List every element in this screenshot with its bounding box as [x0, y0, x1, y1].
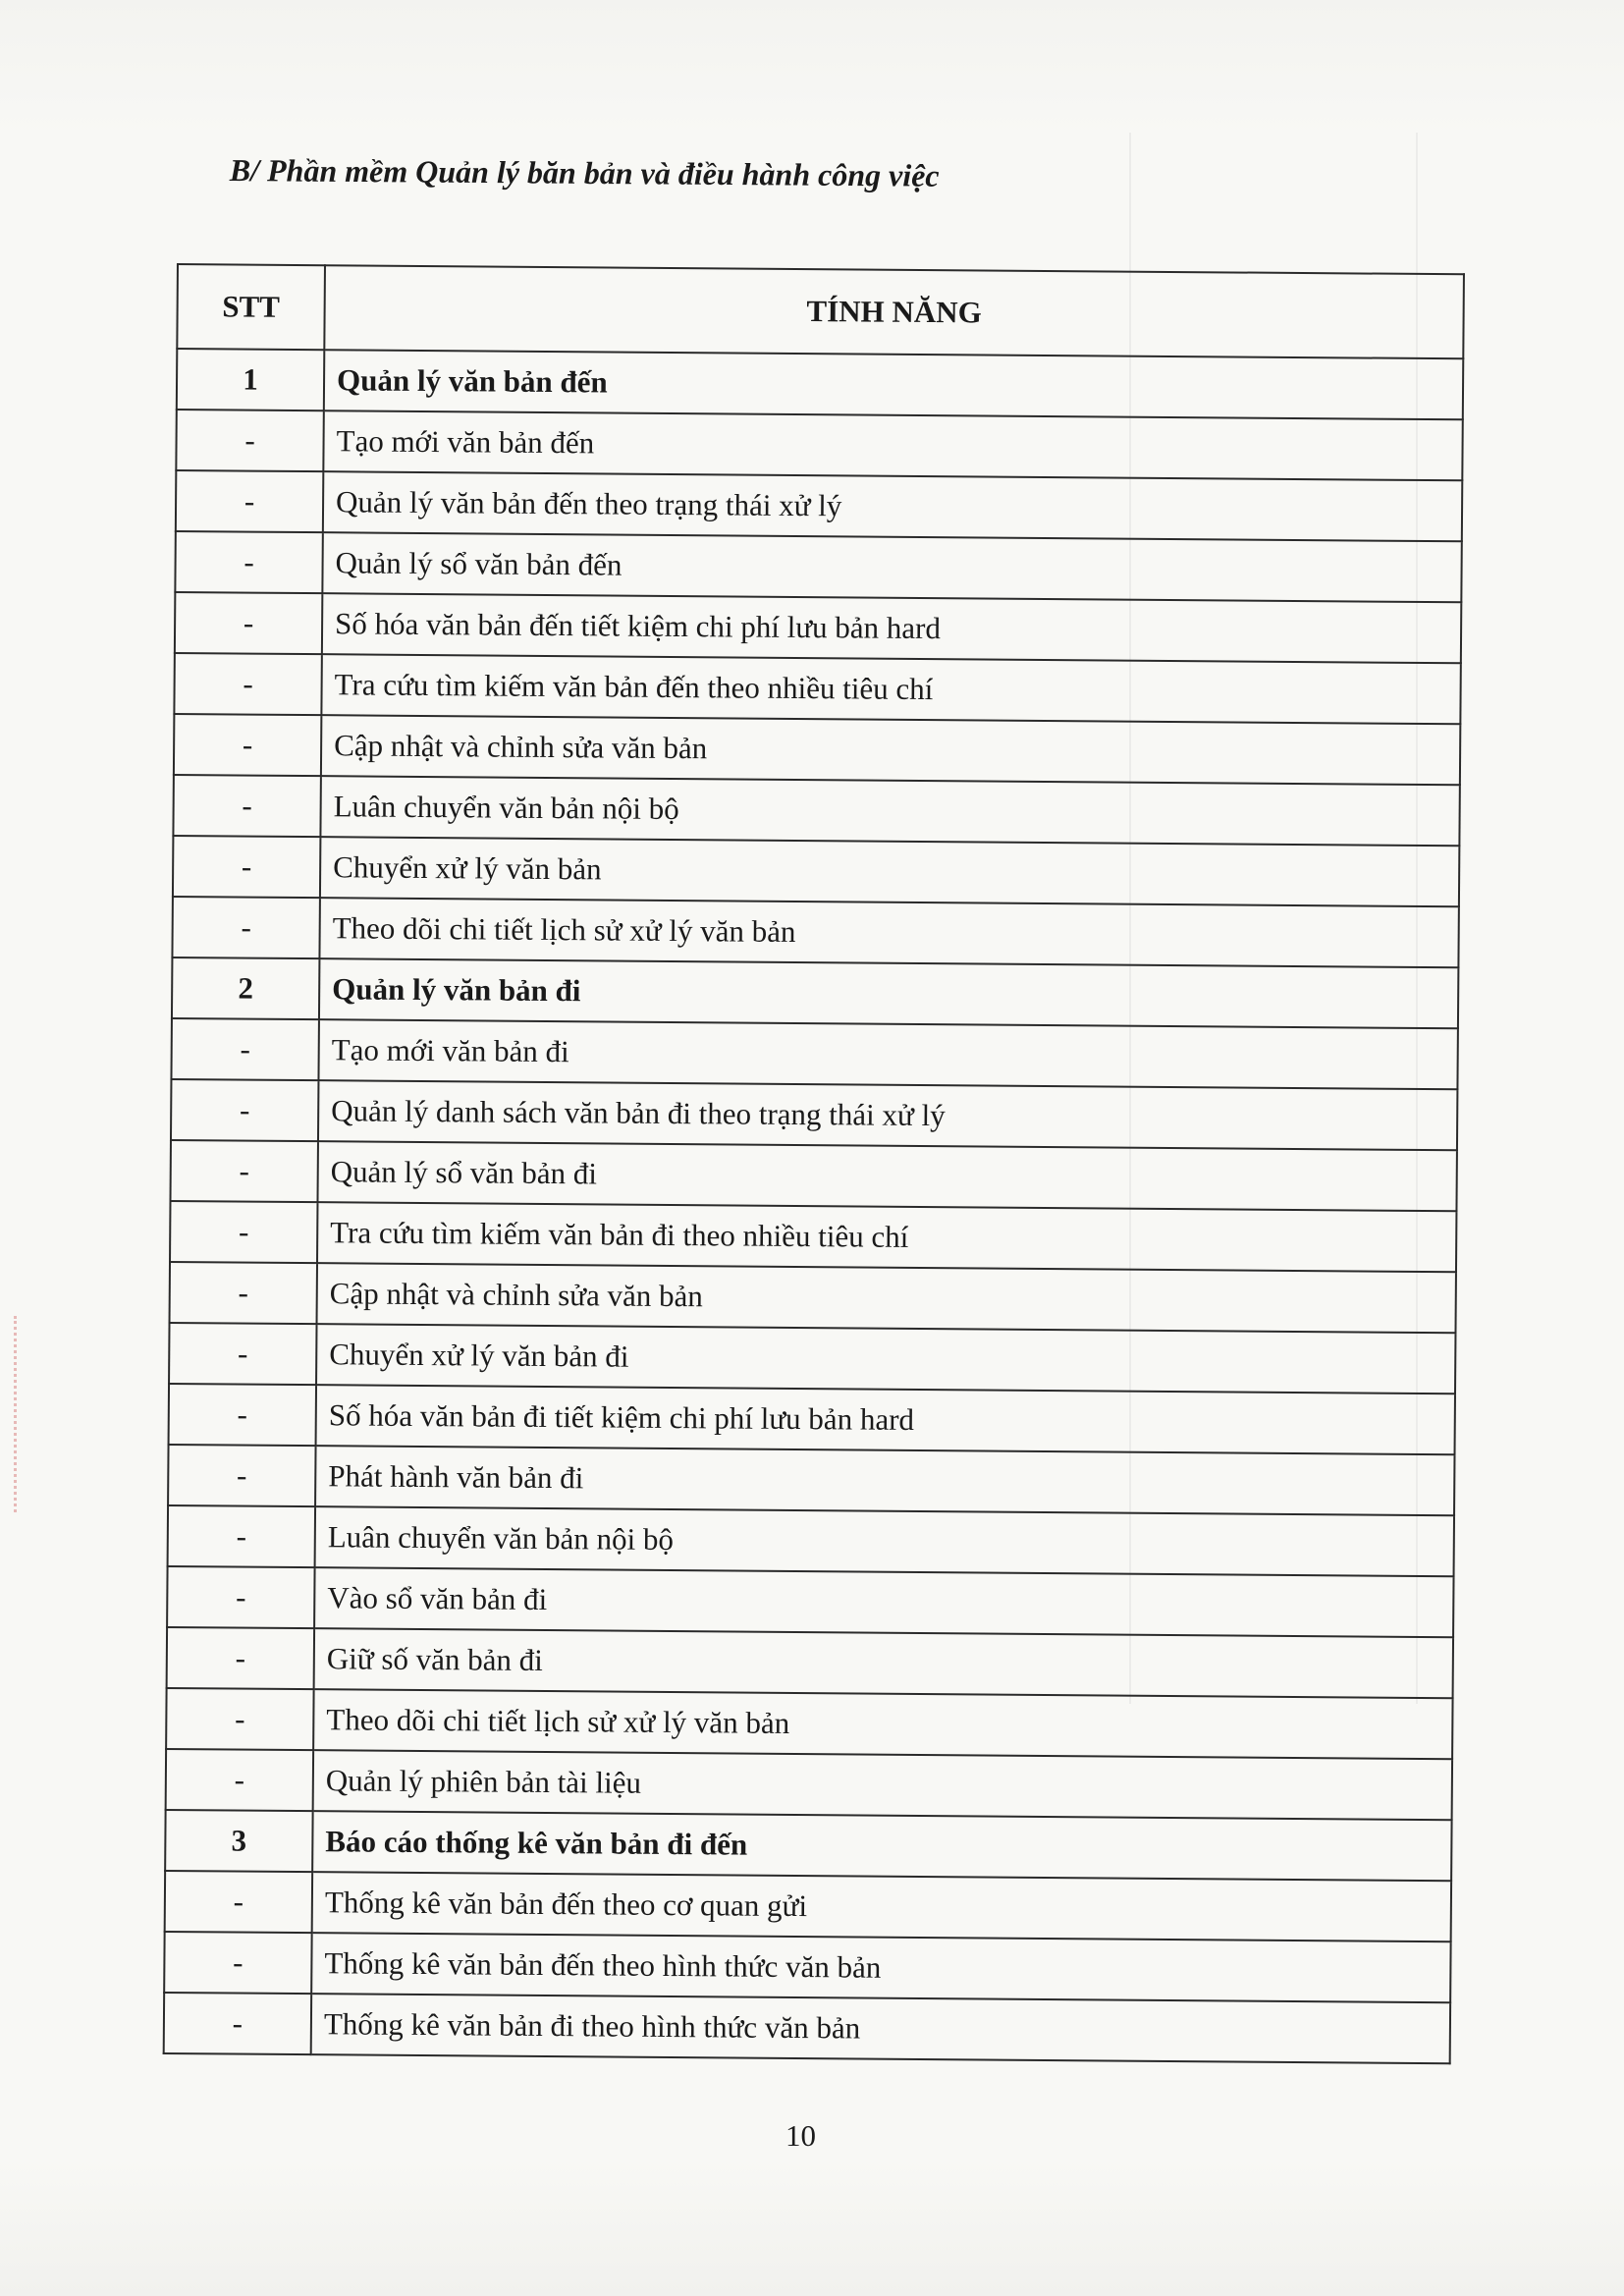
section-row	[172, 957, 1458, 1028]
table-row	[171, 1018, 1457, 1089]
section-title: Báo cáo thống kê văn bản đi đến	[312, 1811, 1451, 1881]
row-bullet: -	[176, 470, 323, 532]
row-bullet: -	[174, 714, 321, 776]
row-bullet: -	[169, 1323, 316, 1385]
row-bullet: -	[170, 1140, 317, 1202]
feature-label: Chuyển xử lý văn bản đi	[316, 1324, 1455, 1394]
feature-label: Thống kê văn bản đến theo cơ quan gửi	[312, 1872, 1451, 1941]
page-number: 10	[785, 2118, 816, 2153]
row-bullet: -	[167, 1566, 314, 1628]
table-row	[172, 897, 1458, 967]
feature-label: Theo dõi chi tiết lịch sử xử lý văn bản	[319, 898, 1458, 967]
section-number: 1	[177, 349, 324, 410]
table-row	[173, 775, 1459, 846]
table-row	[167, 1566, 1453, 1637]
feature-label: Quản lý sổ văn bản đi	[317, 1141, 1456, 1211]
row-bullet: -	[164, 1932, 311, 1994]
table-row	[170, 1140, 1456, 1211]
section-row	[165, 1810, 1451, 1881]
row-bullet: -	[168, 1445, 315, 1506]
stt-column-header: STT	[177, 264, 325, 350]
row-bullet: -	[170, 1201, 317, 1263]
feature-label: Quản lý danh sách văn bản đi theo trạng thái xử lý	[318, 1080, 1457, 1150]
row-bullet: -	[171, 1018, 318, 1080]
row-bullet: -	[171, 1079, 318, 1141]
feature-label: Thống kê văn bản đi theo hình thức văn bản	[311, 1994, 1450, 2063]
table-row	[170, 1201, 1456, 1272]
feature-label: Luân chuyển văn bản nội bộ	[320, 776, 1459, 846]
table-row	[165, 1871, 1451, 1941]
table-row	[171, 1079, 1457, 1150]
features-table-body	[164, 349, 1464, 2063]
section-heading: B/ Phần mềm Quản lý băn bản và điều hành công việc	[229, 152, 940, 193]
stamp-edge-mark	[0, 1316, 17, 1512]
section-row	[177, 349, 1463, 419]
table-row	[174, 653, 1460, 724]
feature-label: Giữ số văn bản đi	[314, 1628, 1453, 1698]
row-bullet: -	[175, 531, 322, 593]
section-number: 2	[172, 957, 319, 1019]
row-bullet: -	[166, 1749, 313, 1811]
row-bullet: -	[164, 1993, 311, 2054]
features-table-container	[163, 263, 1465, 2064]
table-row	[173, 836, 1459, 906]
feature-label: Luân chuyển văn bản nội bộ	[315, 1506, 1454, 1576]
row-bullet: -	[170, 1262, 317, 1324]
row-bullet: -	[174, 653, 321, 715]
table-row	[175, 592, 1461, 663]
table-row	[169, 1384, 1455, 1454]
feature-label: Số hóa văn bản đi tiết kiệm chi phí lưu bản hard	[316, 1385, 1455, 1454]
feature-label: Tạo mới văn bản đi	[318, 1019, 1457, 1089]
row-bullet: -	[165, 1871, 312, 1933]
row-bullet: -	[175, 592, 322, 654]
feature-label: Chuyển xử lý văn bản	[320, 837, 1459, 906]
table-row	[166, 1749, 1452, 1820]
table-row	[164, 1993, 1450, 2063]
table-row	[168, 1445, 1454, 1515]
row-bullet: -	[169, 1384, 316, 1446]
feature-label: Số hóa văn bản đến tiết kiệm chi phí lưu bản hard	[322, 593, 1461, 663]
feature-label: Cập nhật và chỉnh sửa văn bản	[317, 1263, 1456, 1333]
feature-label: Cập nhật và chỉnh sửa văn bản	[321, 715, 1460, 785]
feature-label: Vào sổ văn bản đi	[314, 1567, 1453, 1637]
table-row	[176, 470, 1462, 541]
table-row	[169, 1323, 1455, 1394]
row-bullet: -	[176, 410, 323, 471]
table-row	[174, 714, 1460, 785]
feature-label: Thống kê văn bản đến theo hình thức văn bản	[311, 1933, 1450, 2002]
section-title: Quản lý văn bản đến	[324, 350, 1463, 419]
row-bullet: -	[173, 836, 320, 898]
feature-label: Tra cứu tìm kiếm văn bản đi theo nhiều tiêu chí	[317, 1202, 1456, 1272]
section-title: Quản lý văn bản đi	[319, 958, 1458, 1028]
table-row	[164, 1932, 1450, 2002]
feature-label: Tra cứu tìm kiếm văn bản đến theo nhiều tiêu chí	[321, 654, 1460, 724]
feature-label: Quản lý sổ văn bản đến	[322, 532, 1461, 602]
table-row	[175, 531, 1461, 602]
section-number: 3	[165, 1810, 312, 1872]
table-row	[167, 1627, 1453, 1698]
table-row	[166, 1688, 1452, 1759]
feature-label: Theo dõi chi tiết lịch sử xử lý văn bản	[313, 1689, 1452, 1759]
table-row	[176, 410, 1462, 480]
row-bullet: -	[172, 897, 319, 958]
feature-column-header: TÍNH NĂNG	[324, 265, 1464, 358]
feature-label: Quản lý phiên bản tài liệu	[313, 1750, 1452, 1820]
table-row	[168, 1505, 1454, 1576]
row-bullet: -	[167, 1627, 314, 1689]
row-bullet: -	[168, 1505, 315, 1567]
table-row	[170, 1262, 1456, 1333]
feature-label: Quản lý văn bản đến theo trạng thái xử lý	[323, 471, 1462, 541]
row-bullet: -	[166, 1688, 313, 1750]
feature-label: Tạo mới văn bản đến	[323, 410, 1462, 480]
features-table	[163, 263, 1465, 2064]
table-header-row	[177, 264, 1464, 358]
row-bullet: -	[173, 775, 320, 837]
feature-label: Phát hành văn bản đi	[315, 1446, 1454, 1515]
